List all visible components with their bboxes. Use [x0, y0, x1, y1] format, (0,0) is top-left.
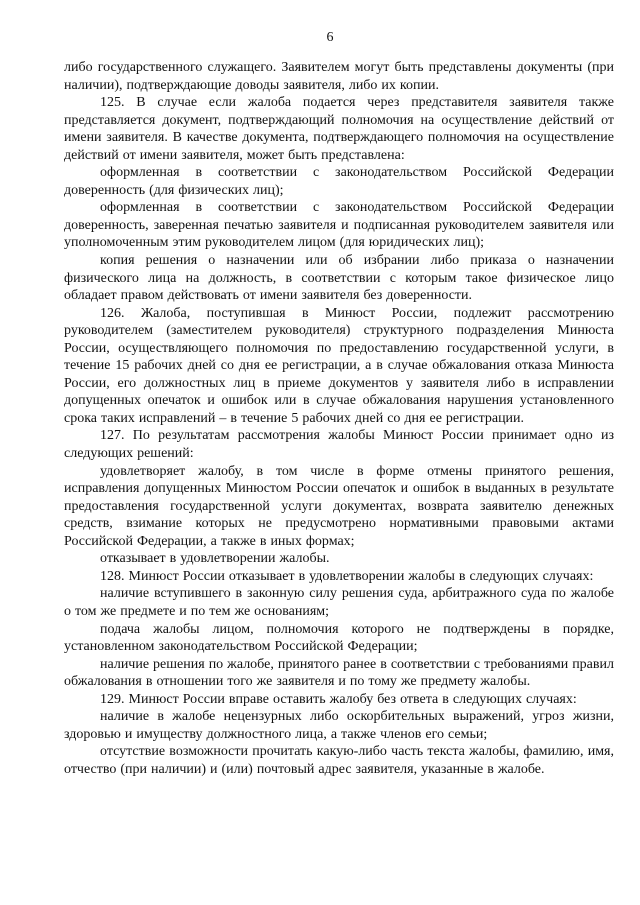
- document-body: [64, 59, 614, 778]
- paragraph-129-item-illegible-text: отсутствие возможности прочитать какую-либо часть текста жалобы, фамилию, имя, отчество (при наличии) и (или) почтовый адрес заявителя, указанные в жалобе.: [64, 744, 614, 777]
- paragraph-127-item-refuses-satisfaction: отказывает в удовлетворении жалобы.: [100, 551, 330, 567]
- paragraph-128-item-prior-decision: наличие решения по жалобе, принятого ранее в соответствии с требованиями правил обжалования в отношении того же заявителя и по тому же предмету жалобы.: [64, 656, 614, 690]
- paragraph-125-item-power-of-attorney-individuals: оформленная в соответствии с законодательством Российской Федерации доверенность (для физических лиц);: [64, 165, 614, 198]
- paragraph-129: 129. Минюст России вправе оставить жалобу без ответа в следующих случаях:: [100, 691, 577, 707]
- paragraph-125-item-appointment-decision-copy: копия решения о назначении или об избрании либо приказа о назначении физического лица на должность, в соответствии с которым такое физическое лицо обладает правом действовать от имени заявителя без доверенности.: [64, 253, 614, 304]
- paragraph-127: 127. По результатам рассмотрения жалобы Минюст России принимает одно из следующих решений:: [64, 428, 614, 462]
- paragraph-126: 126. Жалоба, поступившая в Минюст России, подлежит рассмотрению руководителем (заместителем руководителя) структурного подразделения Минюста России, осуществляющего полномочия по предоставлению государственной услуги, в течение 15 рабочих дней со дня ее регистрации, а в случае обжалования отказа Минюста России, его должностных лиц в приеме документов у заявителя либо в исправлении допущенных опечаток и ошибок или в случае обжалования нарушения установленного срока таких исправлений – в течение 5 рабочих дней со дня ее регистрации.: [64, 305, 614, 426]
- paragraph-128: 128. Минюст России отказывает в удовлетворении жалобы в следующих случаях:: [100, 568, 594, 584]
- paragraph-128-item-court-decision: наличие вступившего в законную силу решения суда, арбитражного суда по жалобе о том же предмете и по тем же основаниям;: [64, 586, 614, 619]
- page-number: 6: [326, 30, 334, 45]
- paragraph-continuation: либо государственного служащего. Заявителем могут быть представлены документы (при наличии), подтверждающие доводы заявителя, либо их копии.: [64, 60, 614, 93]
- paragraph-127-item-satisfies-complaint: удовлетворяет жалобу, в том числе в форме отмены принятого решения, исправления допущенных Минюстом России опечаток и ошибок в выданных в результате предоставления государственной услуги документах, возврата заявителю денежных средств, взимание которых не предусмотрено нормативными правовыми актами Российской Федерации, а также в иных формах;: [64, 463, 614, 549]
- paragraph-125-item-power-of-attorney-legal-entities: оформленная в соответствии с законодательством Российской Федерации доверенность, заверенная печатью заявителя и подписанная руководителем заявителя или уполномоченным этим руководителем лицом (для юридических лиц);: [64, 200, 614, 251]
- paragraph-128-item-unconfirmed-authority: подача жалобы лицом, полномочия которого не подтверждены в порядке, установленном законодательством Российской Федерации;: [64, 621, 614, 655]
- paragraph-125: 125. В случае если жалоба подается через представителя заявителя также представляется документ, подтверждающий полномочия на осуществление действий от имени заявителя. В качестве документа, подтверждающего полномочия на осуществление действий от имени заявителя, может быть представлена:: [64, 95, 614, 163]
- paragraph-129-item-obscene-expressions: наличие в жалобе нецензурных либо оскорбительных выражений, угроз жизни, здоровью и имуществу должностного лица, а также членов его семьи;: [64, 709, 614, 742]
